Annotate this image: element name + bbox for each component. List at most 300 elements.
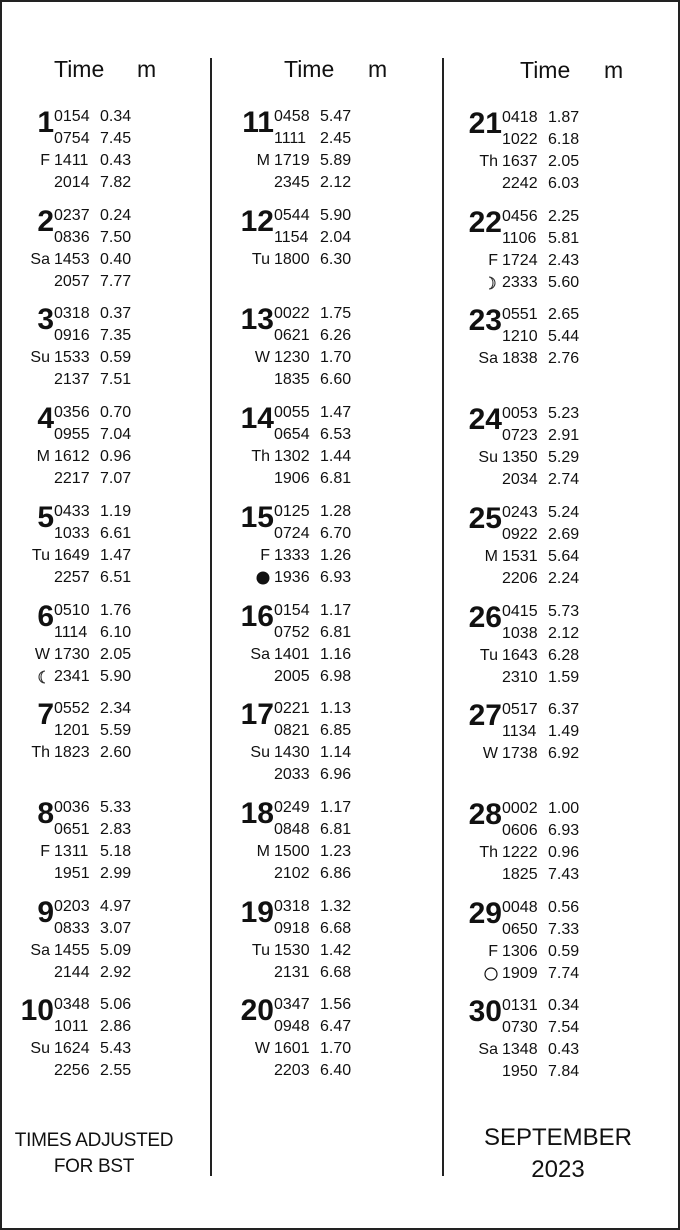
day-of-week: Su <box>30 1040 50 1058</box>
tide-time: 0544 <box>274 206 310 224</box>
tide-row <box>54 622 140 644</box>
day-number: 23 <box>468 304 502 338</box>
tide-row <box>274 841 360 863</box>
tide-row <box>502 995 588 1017</box>
day-number: 10 <box>20 994 54 1028</box>
tide-row <box>274 369 360 391</box>
tide-height: 6.68 <box>320 963 352 981</box>
tide-row <box>502 568 588 590</box>
tide-row <box>54 994 140 1016</box>
tide-row <box>274 622 360 644</box>
day-number: 4 <box>37 402 54 436</box>
tide-row <box>502 348 588 370</box>
tide-height: 2.12 <box>548 624 580 642</box>
tide-row <box>54 841 140 863</box>
tide-height: 0.37 <box>100 305 132 323</box>
tide-row <box>54 1038 140 1060</box>
tide-height: 6.40 <box>320 1062 352 1080</box>
tide-row <box>274 128 360 150</box>
day-of-week: W <box>34 645 50 663</box>
tide-row <box>274 205 360 227</box>
tide-row <box>274 227 360 249</box>
tide-row <box>274 150 360 172</box>
height-header: m <box>137 56 157 82</box>
tide-height: 6.61 <box>100 524 132 542</box>
tide-height: 2.12 <box>320 174 352 191</box>
tide-time: 1411 <box>54 152 89 169</box>
tide-row <box>502 250 588 272</box>
day-block <box>460 798 660 890</box>
tide-row <box>274 994 360 1016</box>
tide-height: 5.90 <box>320 206 352 224</box>
tide-height: 2.25 <box>548 207 580 225</box>
tide-height: 1.13 <box>320 700 352 718</box>
tide-row <box>54 567 140 589</box>
tide-row <box>274 644 360 666</box>
tide-time: 0036 <box>54 798 90 816</box>
tide-time: 0237 <box>54 206 90 224</box>
day-of-week: Sa <box>250 645 270 663</box>
tide-time: 0131 <box>502 997 538 1015</box>
tide-time: 1624 <box>54 1040 90 1058</box>
tide-time: 1951 <box>54 864 90 882</box>
tide-row <box>54 644 140 666</box>
tide-row <box>502 864 588 886</box>
day-number: 3 <box>37 303 54 337</box>
tide-row <box>54 128 140 150</box>
tide-time: 1936 <box>274 568 310 586</box>
tide-row <box>54 1060 140 1082</box>
tide-row <box>54 106 140 128</box>
tide-time: 1906 <box>274 470 310 488</box>
tide-time: 1154 <box>274 228 309 246</box>
tide-time: 1230 <box>274 349 310 367</box>
tide-height: 1.47 <box>100 546 132 564</box>
tide-time: 1453 <box>54 250 90 268</box>
tide-time: 1114 <box>54 623 88 641</box>
tide-row <box>502 897 588 919</box>
tide-height: 7.07 <box>100 470 132 488</box>
tide-time: 1730 <box>54 645 90 663</box>
tide-time: 1222 <box>502 843 538 861</box>
day-block <box>232 698 432 790</box>
tide-time: 0510 <box>54 601 90 619</box>
day-of-week: F <box>488 251 498 269</box>
tide-row <box>274 172 360 194</box>
tide-time: 1333 <box>274 546 310 564</box>
tide-time: 0848 <box>274 820 310 838</box>
day-number: 16 <box>240 599 274 633</box>
day-number: 15 <box>240 500 274 534</box>
first-quarter-moon-icon <box>484 276 498 290</box>
tide-time: 1033 <box>54 524 90 542</box>
day-block <box>460 403 660 495</box>
tide-height: 7.33 <box>548 920 580 938</box>
tide-time: 1800 <box>274 250 310 268</box>
tide-height: 2.83 <box>100 820 132 838</box>
tide-height: 1.70 <box>320 349 352 367</box>
day-of-week: F <box>260 546 270 564</box>
tide-height: 7.51 <box>100 371 132 389</box>
tide-time: 1738 <box>502 745 538 763</box>
tide-height: 6.10 <box>100 623 132 641</box>
tide-row <box>54 369 140 391</box>
bst-note <box>6 1128 182 1180</box>
column-header <box>232 56 432 86</box>
tide-height: 5.24 <box>548 503 580 521</box>
tide-row <box>502 667 588 689</box>
tide-height: 5.43 <box>100 1040 132 1058</box>
day-of-week: M <box>256 152 270 169</box>
tide-row <box>54 325 140 347</box>
tide-row <box>54 424 140 446</box>
tide-height: 1.23 <box>320 842 352 860</box>
day-of-week: Tu <box>31 546 50 564</box>
tide-height: 1.76 <box>100 601 132 619</box>
tide-height: 7.54 <box>548 1019 580 1037</box>
day-number: 27 <box>468 699 502 733</box>
tide-time: 0002 <box>502 799 538 817</box>
day-block <box>232 501 432 593</box>
tide-height: 1.17 <box>320 798 352 816</box>
tide-time: 0348 <box>54 996 90 1014</box>
tide-time: 2310 <box>502 668 538 686</box>
tide-time: 0821 <box>274 722 310 740</box>
tide-time: 2014 <box>54 174 90 191</box>
tide-height: 1.14 <box>320 744 352 762</box>
tide-height: 1.56 <box>320 996 352 1014</box>
tide-height: 0.56 <box>548 898 580 916</box>
last-quarter-moon-icon <box>36 670 50 684</box>
day-number: 25 <box>468 501 502 535</box>
tide-height: 3.07 <box>100 919 132 937</box>
day-block <box>232 994 432 1086</box>
tide-time: 0606 <box>502 821 538 839</box>
tide-height: 0.43 <box>548 1041 580 1059</box>
day-number: 22 <box>468 205 502 239</box>
tide-row <box>54 227 140 249</box>
tide-time: 0833 <box>54 919 90 937</box>
tide-time: 0456 <box>502 207 538 225</box>
tide-time: 2131 <box>274 963 310 981</box>
column-divider <box>442 58 444 1176</box>
day-number: 17 <box>240 698 274 732</box>
height-header: m <box>604 57 624 83</box>
tide-row <box>54 446 140 468</box>
tide-row <box>502 601 588 623</box>
tide-height: 6.53 <box>320 426 352 444</box>
day-of-week: Su <box>478 449 498 467</box>
tide-row <box>54 501 140 523</box>
month-label <box>458 1122 658 1186</box>
tide-time: 2333 <box>502 273 538 291</box>
tide-row <box>274 402 360 424</box>
tide-time: 0836 <box>54 228 90 246</box>
tide-height: 0.34 <box>548 997 580 1015</box>
tide-time: 0053 <box>502 405 538 423</box>
day-number: 20 <box>240 994 274 1028</box>
day-of-week: M <box>256 842 270 860</box>
tide-time: 1348 <box>502 1041 538 1059</box>
tide-row <box>502 228 588 250</box>
bst-note-line-1: TIMES ADJUSTED <box>14 1130 174 1151</box>
tide-height: 1.70 <box>320 1040 352 1058</box>
day-number: 8 <box>37 796 54 830</box>
tide-row <box>502 206 588 228</box>
tide-height: 1.42 <box>320 941 352 959</box>
day-block <box>460 601 660 693</box>
tide-row <box>502 447 588 469</box>
tide-row <box>274 764 360 786</box>
day-block <box>12 106 212 198</box>
tide-time: 1430 <box>274 744 310 762</box>
day-block <box>232 402 432 494</box>
tide-row <box>274 1060 360 1082</box>
tide-time: 0203 <box>54 897 90 915</box>
day-number: 1 <box>37 106 54 139</box>
day-block <box>460 502 660 594</box>
tide-time: 0517 <box>502 701 538 719</box>
tide-time: 0318 <box>274 897 310 915</box>
tide-row <box>502 1061 588 1083</box>
tide-row <box>502 743 588 765</box>
tide-time: 2242 <box>502 175 538 192</box>
tide-row <box>274 918 360 940</box>
tide-row <box>54 940 140 962</box>
tide-row <box>274 819 360 841</box>
day-of-week: Tu <box>251 250 270 268</box>
tide-row <box>54 819 140 841</box>
tide-height: 7.74 <box>548 964 580 982</box>
day-block <box>12 303 212 395</box>
tide-row <box>54 666 140 688</box>
day-number: 12 <box>240 204 274 238</box>
tide-row <box>274 567 360 589</box>
tide-time: 2102 <box>274 864 310 882</box>
day-number: 18 <box>240 796 274 830</box>
tide-row <box>502 963 588 985</box>
tide-row <box>54 742 140 764</box>
day-block <box>232 797 432 889</box>
day-of-week: F <box>40 842 50 860</box>
tide-time: 2206 <box>502 569 538 587</box>
tide-row <box>54 205 140 227</box>
tide-height: 5.23 <box>548 405 580 423</box>
tide-row <box>502 623 588 645</box>
tide-time: 1306 <box>502 942 538 960</box>
tide-height: 6.28 <box>548 646 580 664</box>
tide-height: 7.82 <box>100 174 132 191</box>
tide-height: 2.91 <box>548 427 580 445</box>
day-number: 13 <box>240 303 274 337</box>
tide-height: 5.06 <box>100 996 132 1014</box>
tide-row <box>274 962 360 984</box>
tide-row <box>54 1016 140 1038</box>
year: 2023 <box>531 1156 585 1183</box>
tide-height: 1.75 <box>320 305 352 323</box>
tide-time: 1719 <box>274 152 310 169</box>
tide-time: 1724 <box>502 251 538 269</box>
tide-row <box>502 304 588 326</box>
tide-row <box>54 172 140 194</box>
tide-height: 1.44 <box>320 448 352 466</box>
tide-row <box>54 402 140 424</box>
day-block <box>232 600 432 692</box>
day-number: 11 <box>242 106 274 139</box>
tide-height: 2.43 <box>548 251 580 269</box>
day-number: 7 <box>37 698 54 732</box>
column-header <box>12 56 212 86</box>
tide-row <box>54 303 140 325</box>
tide-row <box>502 1039 588 1061</box>
day-block <box>12 205 212 297</box>
tide-row <box>54 347 140 369</box>
tide-height: 2.92 <box>100 963 132 981</box>
day-of-week: Su <box>250 744 270 762</box>
tide-time: 0318 <box>54 305 90 323</box>
tide-time: 1649 <box>54 546 90 564</box>
tide-height: 2.69 <box>548 525 580 543</box>
tide-height: 0.43 <box>100 152 132 169</box>
tide-time: 1500 <box>274 842 310 860</box>
tide-time: 0651 <box>54 820 90 838</box>
tide-time: 1533 <box>54 349 90 367</box>
tide-row <box>274 797 360 819</box>
tide-time: 2256 <box>54 1062 90 1080</box>
tide-row <box>274 501 360 523</box>
tide-time: 1909 <box>502 964 538 982</box>
tide-time: 1825 <box>502 865 538 883</box>
tide-height: 6.37 <box>548 701 580 719</box>
tide-row <box>502 919 588 941</box>
tide-time: 1637 <box>502 153 538 170</box>
tide-height: 7.50 <box>100 228 132 246</box>
tide-height: 6.47 <box>320 1018 352 1036</box>
tide-time: 0125 <box>274 502 310 520</box>
day-of-week: Th <box>251 448 270 466</box>
tide-time: 1401 <box>274 645 310 663</box>
tide-row <box>274 720 360 742</box>
day-of-week: Sa <box>30 941 50 959</box>
tide-time: 0916 <box>54 327 90 345</box>
day-of-week: W <box>254 349 270 367</box>
tide-height: 6.18 <box>548 131 580 148</box>
day-block <box>12 600 212 692</box>
tide-row <box>54 918 140 940</box>
tide-time: 1455 <box>54 941 90 959</box>
tide-time: 2005 <box>274 667 310 685</box>
day-block <box>460 206 660 298</box>
tide-height: 1.17 <box>320 601 352 619</box>
tide-time: 0154 <box>54 108 90 125</box>
tide-time: 1011 <box>54 1018 89 1036</box>
tide-height: 6.96 <box>320 766 352 784</box>
tide-height: 5.29 <box>548 449 580 467</box>
tide-row <box>54 249 140 271</box>
tide-row <box>502 546 588 568</box>
day-number: 14 <box>240 402 274 436</box>
tide-height: 6.86 <box>320 864 352 882</box>
day-of-week: W <box>482 745 498 763</box>
tide-height: 6.70 <box>320 524 352 542</box>
tide-time: 0650 <box>502 920 538 938</box>
tide-height: 2.60 <box>100 744 132 762</box>
day-of-week: Sa <box>478 350 498 368</box>
tide-height: 2.34 <box>100 700 132 718</box>
tide-height: 6.81 <box>320 470 352 488</box>
tide-height: 5.90 <box>100 667 132 685</box>
tide-height: 6.30 <box>320 250 352 268</box>
tide-row <box>502 425 588 447</box>
tide-time: 0415 <box>502 602 538 620</box>
tide-height: 1.47 <box>320 404 352 422</box>
tide-row <box>54 698 140 720</box>
tide-height: 5.64 <box>548 547 580 565</box>
day-of-week: Sa <box>478 1041 498 1059</box>
tide-time: 1838 <box>502 350 538 368</box>
day-of-week: W <box>254 1040 270 1058</box>
tide-height: 2.24 <box>548 569 580 587</box>
day-number: 24 <box>468 403 502 437</box>
tide-time: 1612 <box>54 448 90 466</box>
tide-row <box>502 645 588 667</box>
tide-row <box>54 150 140 172</box>
tide-time: 2257 <box>54 568 90 586</box>
tide-row <box>54 962 140 984</box>
day-number: 6 <box>37 599 54 633</box>
bst-note-line-2: FOR BST <box>53 1156 135 1177</box>
tide-height: 5.73 <box>548 602 580 620</box>
tide-time: 1038 <box>502 624 538 642</box>
tide-height: 2.86 <box>100 1018 132 1036</box>
tide-height: 0.40 <box>100 250 132 268</box>
tide-row <box>502 699 588 721</box>
tide-height: 2.04 <box>320 228 352 246</box>
tide-time: 1350 <box>502 449 538 467</box>
day-number: 21 <box>468 107 502 140</box>
tide-time: 2137 <box>54 371 90 389</box>
tide-row <box>274 600 360 622</box>
tide-row <box>502 173 588 195</box>
day-number: 2 <box>37 204 54 238</box>
day-block <box>12 994 212 1086</box>
tide-height: 6.93 <box>548 821 580 839</box>
tide-time: 1111 <box>274 130 307 147</box>
tide-row <box>54 797 140 819</box>
tide-row <box>502 107 588 129</box>
column-header <box>460 57 660 87</box>
day-block <box>12 896 212 988</box>
tide-time: 1311 <box>54 842 89 860</box>
tide-time: 0347 <box>274 996 310 1014</box>
tide-height: 2.99 <box>100 864 132 882</box>
tide-time: 1134 <box>502 723 537 741</box>
tide-row <box>502 941 588 963</box>
day-of-week: Th <box>31 744 50 762</box>
tide-row <box>502 326 588 348</box>
day-block <box>12 501 212 593</box>
tide-time: 2203 <box>274 1062 310 1080</box>
tide-row <box>502 151 588 173</box>
tide-height: 2.55 <box>100 1062 132 1080</box>
tide-height: 6.85 <box>320 722 352 740</box>
tide-time: 1210 <box>502 328 538 346</box>
tide-height: 0.59 <box>548 942 580 960</box>
tide-row <box>274 666 360 688</box>
tide-row <box>502 524 588 546</box>
day-of-week: Tu <box>251 941 270 959</box>
day-number: 19 <box>240 895 274 929</box>
